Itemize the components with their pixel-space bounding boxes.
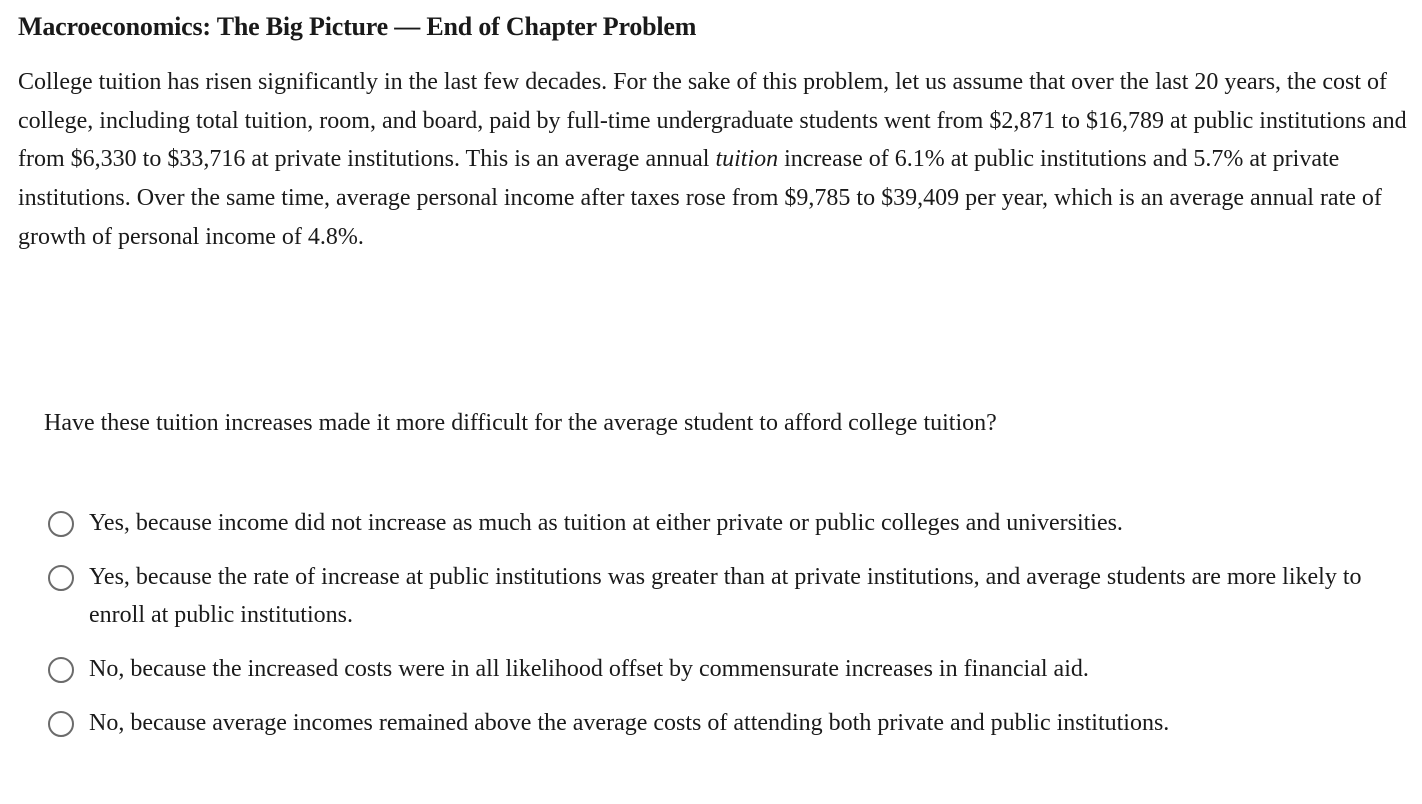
answer-option-1-label[interactable]: Yes, because income did not increase as much as tuition at either private or public colleges and universities. [89, 510, 1123, 536]
radio-button-1[interactable] [48, 511, 74, 537]
radio-button-2[interactable] [48, 565, 74, 591]
answer-options [48, 504, 1388, 758]
problem-text-part-2: increase of 6.1% at public institutions and 5.7% at private institutions. Over the same time, average personal income after taxes rose from $9,785 to $39,409 per year, which is an average annual rate of growth of personal income of 4.8%. [18, 146, 1382, 250]
radio-button-4[interactable] [48, 711, 74, 737]
answer-option-4[interactable] [48, 704, 1388, 743]
question-prompt: Have these tuition increases made it more difficult for the average student to afford college tuition? [44, 410, 997, 436]
problem-text-part-1: College tuition has risen significantly in the last few decades. For the sake of this problem, let us assume that over the last 20 years, the cost of college, including total tuition, room, and board, paid by full-time undergraduate students went from $2,871 to $16,789 at public institutions and from $6,330 to $33,716 at private institutions. This is an average annual [18, 69, 1407, 173]
problem-text [18, 63, 1410, 257]
problem-text-emphasis: tuition [715, 146, 779, 173]
page-title: Macroeconomics: The Big Picture — End of Chapter Problem [18, 12, 697, 41]
answer-option-3-label[interactable]: No, because the increased costs were in all likelihood offset by commensurate increases in financial aid. [89, 656, 1089, 683]
radio-button-3[interactable] [48, 657, 74, 683]
answer-option-3[interactable] [48, 650, 1388, 689]
answer-option-2[interactable] [48, 558, 1388, 635]
answer-option-4-label[interactable]: No, because average incomes remained above the average costs of attending both private and public institutions. [89, 709, 1170, 736]
answer-option-2-label[interactable]: Yes, because the rate of increase at public institutions was greater than at private institutions, and average students are more likely to enroll at public institutions. [89, 563, 1362, 629]
answer-option-1[interactable] [48, 504, 1388, 543]
